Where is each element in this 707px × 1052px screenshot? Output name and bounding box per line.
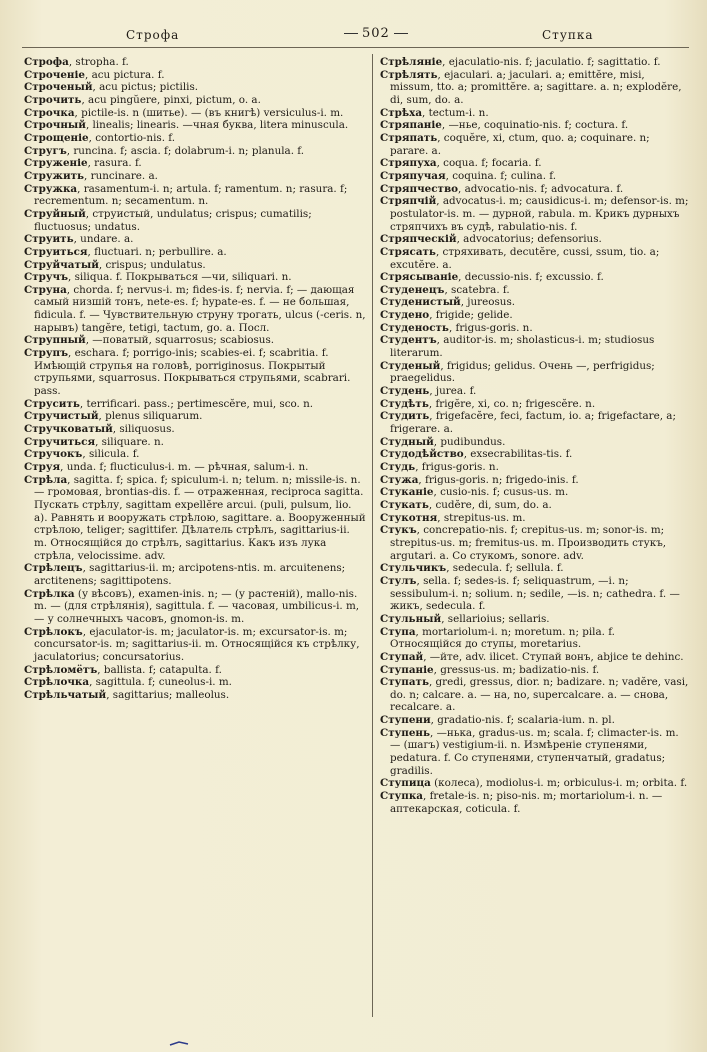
entry-definition: , sagittula. f; cuneolus-i. m. xyxy=(89,676,232,689)
entry-definition: , terrificari. pass.; pertimescĕre, mui, sco. n. xyxy=(79,397,314,410)
dictionary-entry xyxy=(24,689,366,702)
dictionary-entry xyxy=(24,664,366,677)
entry-definition: , contortio-nis. f. xyxy=(88,131,176,144)
entry-definition: , sellarioius; sellaris. xyxy=(441,612,550,625)
entry-definition: , ballista. f; catapulta. f. xyxy=(97,663,222,676)
entry-definition: , advocatio-nis. f; advocatura. f. xyxy=(458,182,624,195)
entry-headword: Струить xyxy=(24,233,74,246)
entry-definition: , auditor-is. m; sholasticus-i. m; studiosus literarum. xyxy=(390,334,655,360)
dictionary-entry xyxy=(24,246,366,259)
entry-headword: Стряпческій xyxy=(380,233,457,246)
entry-definition: , pictile-is. n (шитье). — (въ книгѣ) versiculus-i. m. xyxy=(74,106,344,119)
entry-headword: Стручистый xyxy=(24,410,99,423)
entry-headword: Стрѣльчатый xyxy=(24,688,107,701)
entry-headword: Стрѣлка xyxy=(24,587,75,600)
entry-definition: , sella. f; sedes-is. f; seliquastrum, —i. n; sessibulum-i. n; solium. n; sedile, —is. n; cathedra. f. — жикъ, sedecula. f. xyxy=(390,574,680,613)
entry-headword: Стружка xyxy=(24,182,78,195)
entry-definition: , gredi, gressus, dior. n; badizare. n; vadĕre, vasi, do. n; calcare. a. — на, no, supercalcare. a. — снова, recalcare. a. xyxy=(390,676,689,714)
dictionary-entry xyxy=(380,132,690,157)
entry-definition: , rasura. f. xyxy=(87,157,142,170)
entry-headword: Стукать xyxy=(380,498,429,511)
entry-headword: Струиться xyxy=(24,245,88,258)
entry-definition: , sedecula. f; sellula. f. xyxy=(446,562,564,575)
dictionary-entry xyxy=(24,347,366,398)
dictionary-entry xyxy=(24,676,366,689)
entry-definition: , runcinare. a. xyxy=(84,169,158,182)
entry-definition: , стряхивать, decutĕre, cussi, ssum, tio. a; excutĕre. a. xyxy=(390,245,660,271)
entry-definition: , fluctuari. n; perbullire. a. xyxy=(87,245,227,258)
entry-definition: , ejaculatio-nis. f; jaculatio. f; sagittatio. f. xyxy=(442,56,661,68)
entry-headword: Студодѣйство xyxy=(380,448,464,461)
entry-headword: Ступа xyxy=(380,625,416,638)
entry-headword: Ступень xyxy=(380,726,431,739)
dictionary-entry xyxy=(24,474,366,563)
entry-headword: Ступать xyxy=(380,676,429,689)
entry-definition: , pudibundus. xyxy=(433,435,506,448)
entry-definition: , —нька, gradus-us. m; scala. f; climacter-is. m. — (шагъ) vestigium-ii. n. Измѣреніе ступенями, pedatura. f. Со ступенями, ступенчатый, gradatus; gradilis. xyxy=(390,726,679,777)
entry-headword: Стуканіе xyxy=(380,486,434,499)
entry-headword: Струйчатый xyxy=(24,258,99,271)
entry-headword: Стулъ xyxy=(380,574,417,587)
entry-headword: Студенистый xyxy=(380,296,461,309)
entry-definition: , cusio-nis. f; cusus-us. m. xyxy=(433,486,569,499)
column-divider xyxy=(372,54,373,1017)
entry-headword: Строченіе xyxy=(24,68,86,81)
dictionary-entry xyxy=(24,94,366,107)
entry-headword: Стряпаніе xyxy=(380,119,442,132)
entry-definition: , frigide; gelide. xyxy=(429,309,513,322)
entry-headword: Ступай xyxy=(380,650,424,663)
dictionary-entry xyxy=(380,107,690,120)
dictionary-entry xyxy=(380,664,690,677)
dictionary-entry xyxy=(380,499,690,512)
entry-definition: , —йте, adv. ilicet. Ступай вонъ, abjice te dehinc. xyxy=(423,650,684,663)
entry-headword: Студѣть xyxy=(380,397,429,410)
entry-headword: Стряпучая xyxy=(380,169,446,182)
dictionary-entry xyxy=(24,398,366,411)
dictionary-entry xyxy=(380,613,690,626)
dictionary-entry xyxy=(380,246,690,271)
entry-headword: Стругъ xyxy=(24,144,67,157)
entry-definition: , jureosus. xyxy=(460,296,516,309)
entry-definition: , sagitta. f; spica. f; spiculum-i. n; telum. n; missile-is. n. — громовая, brontias-dis. f. — отраженная, reciproca sagitta. Пускать стрѣлу, sagittam expellĕre arcui. (puli, pulsum, lio. a). Равнять и вооружать стрѣлою, sagittare. a. Вооруженный стрѣлою, teliger; sagittifer. Дѣлатель стрѣлъ, sagittarius-ii. m. Относящійся до стрѣлъ, sagittarius. Какъ изъ лука стрѣла, velocissime. adv. xyxy=(34,473,366,562)
dictionary-entry xyxy=(24,588,366,626)
entry-definition: , jurea. f. xyxy=(429,385,477,398)
entry-definition: , eschara. f; porrigo-inis; scabies-ei. f; scabritia. f. Имѣющій струпья на головѣ, porriginosus. Покрытый струпьями, squarrosus. Покрываться струпьями, scabrari. pass. xyxy=(34,347,351,398)
entry-headword: Стужа xyxy=(380,473,419,486)
dictionary-entry xyxy=(24,410,366,423)
dictionary-entry xyxy=(24,271,366,284)
entry-definition: , chorda. f; nervus-i. m; fides-is. f; nervia. f; — дающая самый низшій тонъ, nete-es. f; hypate-es. f. — не большая, fidicula. f. — Чувствительную струну трогать, ulcus (-ceris. n, нарывъ) tangĕre, tetigi, tactum, go. a. Посл. xyxy=(34,283,366,334)
dictionary-entry xyxy=(380,436,690,449)
entry-headword: Стружить xyxy=(24,169,85,182)
entry-definition: , unda. f; flucticulus-i. m. — рѣчная, salum-i. n. xyxy=(60,461,309,473)
dictionary-entry xyxy=(380,461,690,474)
entry-headword: Студить xyxy=(380,410,430,423)
dictionary-entry xyxy=(380,334,690,359)
dictionary-entry xyxy=(380,170,690,183)
entry-headword: Стрѣломётъ xyxy=(24,663,98,676)
entry-definition: , siliqua. f. Покрываться —чи, siliquari. n. xyxy=(68,271,292,284)
entry-definition: (у вѣсовъ), examen-inis. n; — (у растеній), mallo-nis. m. — (для стрѣлянія), sagittula. f. — часовая, umbilicus-i. m, — у солнечныхъ часовъ, gnomon-is. m. xyxy=(34,587,360,625)
header-right-guideword: Ступка xyxy=(542,28,594,42)
dictionary-entry xyxy=(24,157,366,170)
entry-headword: Стручъ xyxy=(24,271,69,284)
entry-definition: , frigus-goris. n. xyxy=(415,461,499,473)
dictionary-entry xyxy=(24,626,366,664)
entry-definition: , cudĕre, di, sum, do. a. xyxy=(428,498,552,511)
entry-headword: Студенецъ xyxy=(380,283,445,296)
entry-headword: Строчка xyxy=(24,106,75,119)
entry-headword: Стрѣлять xyxy=(380,68,438,81)
dictionary-entry xyxy=(380,233,690,246)
entry-headword: Ступка xyxy=(380,790,424,803)
entry-headword: Стряпуха xyxy=(380,157,437,170)
entry-definition: , siliquosus. xyxy=(112,423,175,436)
dictionary-entry xyxy=(380,474,690,487)
dictionary-entry xyxy=(380,195,690,233)
entry-headword: Строчный xyxy=(24,119,86,132)
dictionary-entry xyxy=(380,777,690,790)
entry-definition: (колеса), modiolus-i. m; orbiculus-i. m; orbita. f. xyxy=(430,777,688,790)
entry-headword: Ступени xyxy=(380,714,431,727)
dictionary-entry xyxy=(24,284,366,335)
dictionary-entry xyxy=(380,284,690,297)
entry-definition: , scatebra. f. xyxy=(444,283,510,296)
dictionary-entry xyxy=(24,233,366,246)
entry-definition: , —нье, coquinatio-nis. f; coctura. f. xyxy=(441,119,629,132)
dictionary-entry xyxy=(380,727,690,778)
dictionary-entry xyxy=(24,119,366,132)
entry-headword: Струйный xyxy=(24,207,86,220)
entry-definition: , runcina. f; ascia. f; dolabrum-i. n; planula. f. xyxy=(66,144,305,157)
dictionary-entry xyxy=(380,56,690,69)
dictionary-entry xyxy=(380,119,690,132)
entry-definition: , siliquare. n. xyxy=(95,435,164,448)
entry-definition: , sagittarius-ii. m; arcipotens-ntis. m. arcuitenens; arctitenens; sagittipotens. xyxy=(34,562,346,587)
entry-headword: Стрясать xyxy=(380,245,436,258)
entry-headword: Стрѣлецъ xyxy=(24,562,83,575)
header-rule xyxy=(22,47,689,48)
entry-definition: , crispus; undulatus. xyxy=(98,258,206,271)
entry-headword: Струпный xyxy=(24,334,86,347)
entry-headword: Стрѣла xyxy=(24,473,68,486)
entry-definition: , coquĕre, xi, ctum, quo. a; coquinare. n; parare. a. xyxy=(390,131,650,157)
dictionary-entry xyxy=(24,145,366,158)
entry-definition: , струистый, undulatus; crispus; cumatilis; fluctuosus; undatus. xyxy=(34,207,312,233)
entry-definition: , advocatorius; defensorius. xyxy=(456,233,602,246)
left-column xyxy=(24,56,366,1016)
ink-mark-icon xyxy=(169,1040,189,1046)
dictionary-entry xyxy=(380,183,690,196)
dictionary-entry xyxy=(380,448,690,461)
entry-headword: Стульный xyxy=(380,612,442,625)
entry-definition: , frigefacĕre, feci, factum, io. a; frigefactare, a; frigerare. a. xyxy=(390,410,676,436)
dictionary-entry xyxy=(380,676,690,714)
entry-definition: , silicula. f. xyxy=(82,448,140,461)
page-number: 502 xyxy=(362,26,390,41)
entry-definition: , ejaculari. a; jaculari. a; emittĕre, misi, missum, tto. a; promittĕre. a; sagittare. a. n; explodĕre, di, sum, do. a. xyxy=(390,68,682,106)
dictionary-entry xyxy=(380,714,690,727)
dictionary-entry xyxy=(380,790,690,815)
dictionary-entry xyxy=(24,107,366,120)
dictionary-entry xyxy=(24,334,366,347)
entry-definition: , concrepatio-nis. f; crepitus-us. m; sonor-is. m; strepitus-us. m; fremitus-us. m. Производить стукъ, argutari. a. Со стукомъ, sonore. adv. xyxy=(390,524,667,562)
entry-definition: , frigus-goris. n. xyxy=(448,321,533,334)
entry-headword: Стукотня xyxy=(380,511,438,524)
dictionary-entry xyxy=(380,309,690,322)
entry-definition: , plenus siliquarum. xyxy=(98,410,203,423)
entry-definition: , acu pingŭere, pinxi, pictum, o. a. xyxy=(81,93,261,106)
entry-definition: , frigidus; gelidus. Очень —, perfrigidus; praegelidus. xyxy=(390,359,655,385)
entry-definition: , advocatus-i. m; causidicus-i. m; defensor-is. m; postulator-is. m. — дурной, rabula. m. Крикъ дурныхъ стряпчихъ въ судѣ, rabulatio-nis. f. xyxy=(390,195,689,233)
entry-headword: Строчить xyxy=(24,93,82,106)
entry-definition: , frigus-goris. n; frigedo-inis. f. xyxy=(418,473,579,486)
entry-definition: , mortariolum-i. n; moretum. n; pila. f. Относящійся до ступы, moretarius. xyxy=(390,625,615,651)
entry-definition: , decussio-nis. f; excussio. f. xyxy=(458,271,604,284)
dictionary-entry xyxy=(380,157,690,170)
entry-definition: , undare. a. xyxy=(73,233,134,246)
entry-headword: Стручокъ xyxy=(24,448,83,461)
dictionary-entry xyxy=(24,259,366,272)
entry-definition: , frigĕre, xi, co. n; frigescĕre. n. xyxy=(428,397,596,410)
dictionary-entry xyxy=(380,322,690,335)
entry-definition: , strepitus-us. m. xyxy=(437,511,526,524)
entry-definition: , —поватый, squarrosus; scabiosus. xyxy=(85,334,275,347)
dictionary-entry xyxy=(24,208,366,233)
entry-definition: , coqua. f; focaria. f. xyxy=(436,157,542,170)
dictionary-entry xyxy=(24,562,366,587)
entry-headword: Студный xyxy=(380,435,434,448)
entry-headword: Стряпчій xyxy=(380,195,437,208)
dictionary-entry xyxy=(24,69,366,82)
entry-headword: Ступаніе xyxy=(380,663,434,676)
dictionary-entry xyxy=(24,56,366,69)
dictionary-entry xyxy=(380,410,690,435)
entry-definition: , fretale-is. n; piso-nis. m; mortariolum-i. n. — аптекарская, coticula. f. xyxy=(390,790,663,815)
entry-headword: Студь xyxy=(380,461,416,473)
entry-definition: , linealis; linearis. —чная буква, litera minuscula. xyxy=(85,119,349,132)
entry-headword: Строфа xyxy=(24,56,69,68)
entry-headword: Строщеніе xyxy=(24,131,89,144)
dictionary-entry xyxy=(380,271,690,284)
header-left-guideword: Строфа xyxy=(126,28,180,42)
entry-headword: Струпъ xyxy=(24,347,69,360)
entry-headword: Струя xyxy=(24,461,61,473)
dictionary-entry xyxy=(380,562,690,575)
entry-headword: Строченый xyxy=(24,81,93,94)
dictionary-entry xyxy=(380,296,690,309)
entry-definition: , exsecrabilitas-tis. f. xyxy=(463,448,573,461)
entry-definition: , tectum-i. n. xyxy=(422,106,489,119)
dictionary-entry xyxy=(380,524,690,562)
dictionary-entry xyxy=(380,69,690,107)
dictionary-entry xyxy=(380,398,690,411)
entry-headword: Студентъ xyxy=(380,334,437,347)
entry-definition: , rasamentum-i. n; artula. f; ramentum. n; rasura. f; recrementum. n; secamentum. n. xyxy=(34,182,348,208)
entry-definition: , ejaculator-is. m; jaculator-is. m; excursator-is. m; concursator-is. m; sagittarius-ii. m. Относящійся къ стрѣлку, jaculatorius; concursatorius. xyxy=(34,625,360,663)
entry-headword: Стрѣлочка xyxy=(24,676,90,689)
entry-headword: Стряпчество xyxy=(380,182,459,195)
dictionary-entry xyxy=(380,575,690,613)
dictionary-entry xyxy=(24,423,366,436)
entry-headword: Стручиться xyxy=(24,435,96,448)
entry-headword: Стукъ xyxy=(380,524,417,537)
dictionary-entry xyxy=(380,651,690,664)
dictionary-entry xyxy=(380,486,690,499)
entry-definition: , stropha. f. xyxy=(68,56,129,68)
page-header xyxy=(22,26,689,44)
entry-headword: Стручковатый xyxy=(24,423,113,436)
dictionary-entry xyxy=(380,512,690,525)
entry-headword: Стряпать xyxy=(380,131,438,144)
entry-headword: Стрясываніе xyxy=(380,271,459,284)
entry-headword: Струженіе xyxy=(24,157,88,170)
entry-headword: Студеность xyxy=(380,321,449,334)
entry-headword: Стрѣляніе xyxy=(380,56,443,68)
entry-headword: Студень xyxy=(380,385,430,398)
entry-definition: , acu pictura. f. xyxy=(85,68,165,81)
entry-headword: Студеный xyxy=(380,359,441,372)
entry-headword: Студено xyxy=(380,309,430,322)
entry-headword: Стрѣлокъ xyxy=(24,625,83,638)
dictionary-entry xyxy=(24,436,366,449)
entry-definition: , gressus-us. m; badizatio-nis. f. xyxy=(433,663,600,676)
header-page-number xyxy=(340,26,412,41)
dictionary-entry xyxy=(380,626,690,651)
entry-definition: , coquina. f; culina. f. xyxy=(445,169,557,182)
dictionary-entry xyxy=(380,385,690,398)
entry-headword: Струна xyxy=(24,283,67,296)
entry-headword: Ступица xyxy=(380,777,431,790)
entry-definition: , gradatio-nis. f; scalaria-ium. n. pl. xyxy=(430,714,615,727)
dictionary-entry xyxy=(24,132,366,145)
dictionary-entry xyxy=(24,183,366,208)
entry-definition: , acu pictus; pictilis. xyxy=(92,81,199,94)
entry-headword: Струсить xyxy=(24,397,80,410)
dictionary-entry xyxy=(380,360,690,385)
entry-definition: , sagittarius; malleolus. xyxy=(106,688,230,701)
entry-headword: Стрѣха xyxy=(380,106,423,119)
dictionary-entry xyxy=(24,170,366,183)
dictionary-entry xyxy=(24,461,366,474)
entry-headword: Стульчикъ xyxy=(380,562,447,575)
dictionary-entry xyxy=(24,81,366,94)
dictionary-entry xyxy=(24,448,366,461)
right-column xyxy=(380,56,690,1016)
